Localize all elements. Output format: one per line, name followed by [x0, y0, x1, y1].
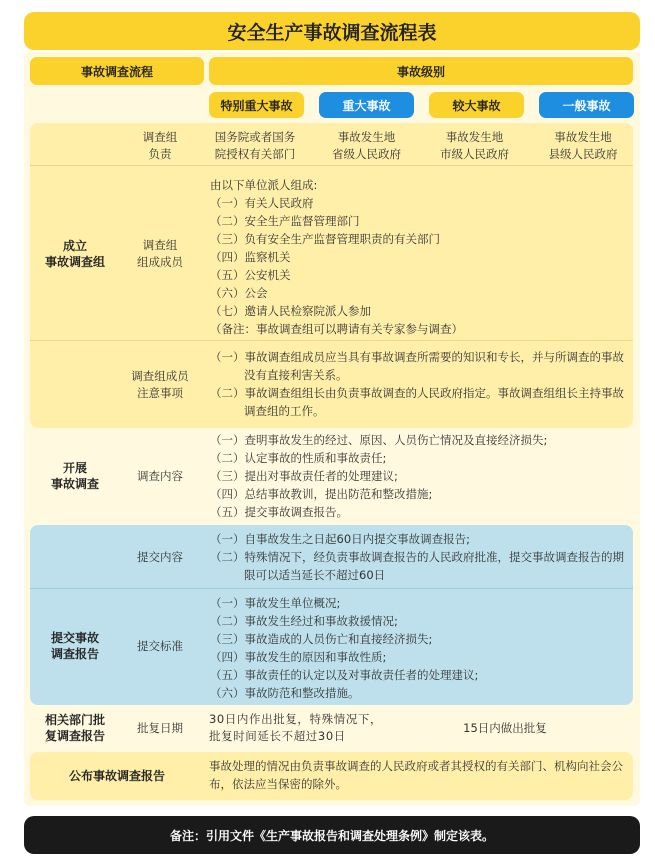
list-item: （一）查明事故发生的经过、原因、人员伤亡情况及直接经济损失;	[210, 433, 548, 447]
row-divider	[30, 588, 633, 589]
list-item: （一）事故调查组成员应当具有事故调查所需要的知识和专长，并与所调查的事故没有直接利害关系。	[210, 350, 624, 382]
list-item: （五）公安机关	[210, 268, 291, 282]
level-pill-major: 重大事故	[319, 92, 414, 118]
list-item: （四）事故发生的原因和事故性质;	[210, 650, 387, 664]
row-divider	[30, 340, 633, 341]
lead-large: 事故发生地 市级人民政府	[440, 130, 509, 161]
list-item: （六）事故防范和整改措施。	[210, 686, 360, 700]
lead-general: 事故发生地 县级人民政府	[548, 130, 618, 161]
header-process: 事故调查流程	[30, 57, 204, 85]
level-pill-general: 一般事故	[539, 92, 634, 118]
row-label-submit-content: 提交内容	[137, 549, 183, 564]
content-list	[210, 431, 630, 521]
level-pill-especially-serious: 特别重大事故	[209, 92, 304, 118]
list-item: （二）事故发生经过和事故救援情况;	[210, 614, 398, 628]
section-conduct: 开展 事故调查	[50, 461, 99, 491]
list-item: （二）认定事故的性质和事故责任;	[210, 451, 387, 465]
submit-content-list	[210, 530, 626, 584]
lead-especially-serious: 国务院或者国务 院授权有关部门	[214, 130, 296, 161]
row-label-standard: 提交标准	[137, 638, 183, 653]
footer-note: 备注：引用文件《生产事故报告和调查处理条例》制定该表。	[24, 816, 640, 854]
row-divider	[30, 165, 633, 166]
header-level: 事故级别	[209, 57, 633, 85]
list-item: （七）邀请人民检察院派人参加	[210, 304, 371, 318]
lead-major: 事故发生地 省级人民政府	[332, 130, 401, 161]
standard-list	[210, 594, 630, 702]
row-label-notes: 调查组成员 注意事项	[131, 369, 189, 400]
row-label-members: 调查组 组成成员	[137, 238, 183, 269]
row-label-lead: 调查组 负责	[142, 130, 178, 161]
list-item: （三）事故造成的人员伤亡和直接经济损失;	[210, 632, 433, 646]
list-item: （六）公会	[210, 286, 268, 300]
page-title: 安全生产事故调查流程表	[24, 12, 640, 50]
row-label-content: 调查内容	[137, 468, 183, 483]
list-item: （三）提出对事故责任者的处理建议;	[210, 469, 398, 483]
section-publish: 公布事故调查报告	[68, 769, 165, 783]
section-submit: 提交事故 调查报告	[50, 631, 99, 661]
level-pill-large: 较大事故	[429, 92, 524, 118]
list-item: （五）提交事故调查报告。	[210, 505, 348, 519]
section-establish: 成立 事故调查组	[44, 239, 105, 269]
list-item: （四）总结事故教训，提出防范和整改措施;	[210, 487, 433, 501]
list-item: （二）事故调查组组长由负责事故调查的人民政府指定。事故调查组组长主持事故调查组的工作。	[210, 386, 624, 418]
members-list	[210, 176, 630, 338]
list-item: （一）有关人民政府	[210, 196, 314, 210]
list-item: （备注：事故调查组可以聘请有关专家参与调查）	[210, 322, 463, 336]
list-item: （四）监察机关	[210, 250, 291, 264]
list-item: （一）自事故发生之日起60日内提交事故调查报告;	[210, 532, 471, 546]
list-item: （二）特殊情况下，经负责事故调查报告的人民政府批准，提交事故调查报告的期限可以适当延长不超过60日	[210, 550, 624, 582]
list-item: （五）事故责任的认定以及对事故责任者的处理建议;	[210, 668, 479, 682]
publish-text: 事故处理的情况由负责事故调查的人民政府或者其授权的有关部门、机构向社会公布，依法应当保密的除外。	[209, 759, 623, 791]
members-intro: 由以下单位派人组成:	[210, 178, 318, 192]
approval-other-levels: 15日内做出批复	[463, 720, 547, 735]
row-label-approval: 批复日期	[137, 720, 183, 735]
approval-major-levels: 30日内作出批复，特殊情况下，批复时间延长不超过30日	[209, 712, 383, 743]
notes-list	[210, 348, 626, 420]
list-item: （一）事故发生单位概况;	[210, 596, 341, 610]
list-item: （三）负有安全生产监督管理职责的有关部门	[210, 232, 440, 246]
list-item: （二）安全生产监督管理部门	[210, 214, 360, 228]
section-approval: 相关部门批 复调查报告	[44, 713, 105, 743]
